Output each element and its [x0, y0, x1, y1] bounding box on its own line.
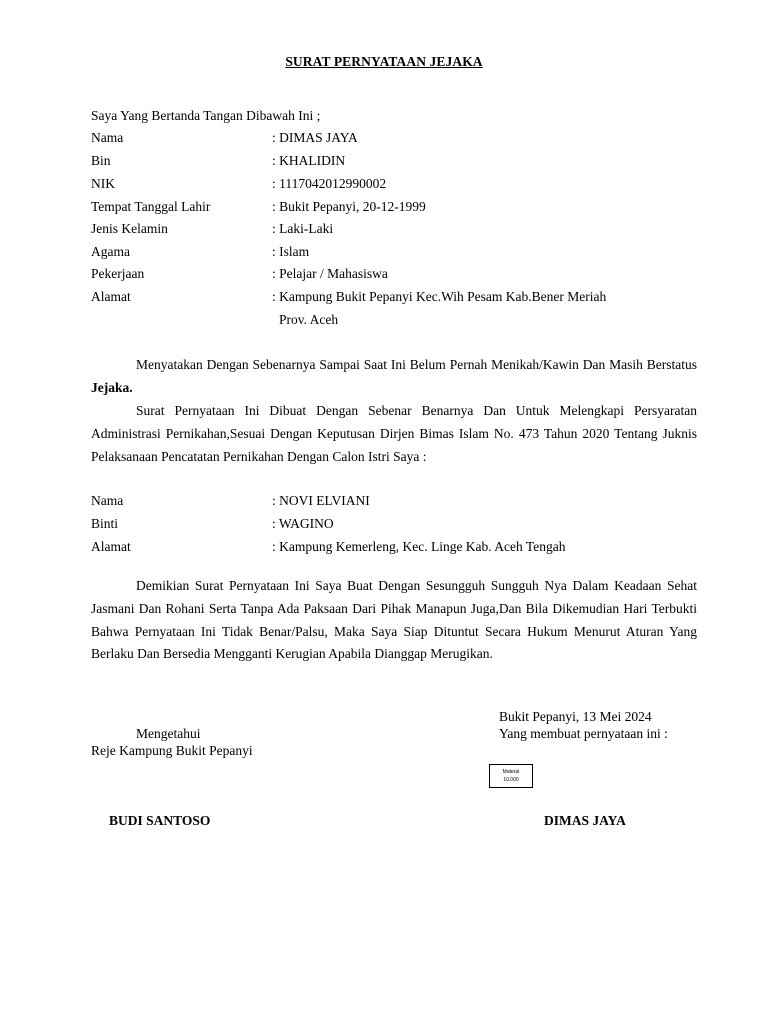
field-value: : KHALIDIN	[272, 153, 346, 168]
field-value: : DIMAS JAYA	[272, 130, 358, 145]
field-label: Tempat Tanggal Lahir	[91, 199, 211, 214]
duty-stamp	[489, 764, 533, 788]
address-continuation: Prov. Aceh	[279, 312, 339, 327]
field-label: Jenis Kelamin	[91, 221, 168, 236]
purpose-paragraph	[91, 400, 697, 468]
field-value: : Bukit Pepanyi, 20-12-1999	[272, 199, 426, 214]
acknowledged-by-title: Reje Kampung Bukit Pepanyi	[91, 743, 253, 758]
field-value: : Islam	[272, 244, 310, 259]
signer-right-name: DIMAS JAYA	[544, 813, 626, 828]
signer-left-name: BUDI SANTOSO	[109, 813, 211, 828]
field-label: Bin	[91, 153, 111, 168]
closing-paragraph	[91, 575, 697, 666]
field-value: : Laki-Laki	[272, 221, 334, 236]
field-value: : NOVI ELVIANI	[272, 493, 370, 508]
field-value: : WAGINO	[272, 516, 334, 531]
field-label: Alamat	[91, 289, 131, 304]
stamp-line-1: Materai	[502, 769, 520, 775]
acknowledged-label: Mengetahui	[136, 726, 201, 741]
field-value: : Pelajar / Mahasiswa	[272, 266, 388, 281]
field-label: Nama	[91, 493, 124, 508]
maker-label: Yang membuat pernyataan ini :	[499, 726, 668, 741]
intro-line: Saya Yang Bertanda Tangan Dibawah Ini ;	[91, 108, 321, 123]
statement-text: Menyatakan Dengan Sebenarnya Sampai Saat Ini Belum Pernah Menikah/Kawin Dan Masih Berstatus	[136, 357, 697, 372]
field-label: Alamat	[91, 539, 131, 554]
field-label: NIK	[91, 176, 115, 191]
field-label: Agama	[91, 244, 130, 259]
field-label: Pekerjaan	[91, 266, 145, 281]
field-label: Nama	[91, 130, 124, 145]
purpose-text: Surat Pernyataan Ini Dibuat Dengan Sebenar Benarnya Dan Untuk Melengkapi Persyaratan Administrasi Pernikahan,Sesuai Dengan Keputusan Dirjen Bimas Islam No. 473 Tahun 2020 Tentang Juknis Pelaksanaan Pencatatan Pernikahan Dengan Calon Istri Saya :	[91, 403, 697, 464]
field-value: : Kampung Bukit Pepanyi Kec.Wih Pesam Kab.Bener Meriah	[272, 289, 607, 304]
closing-text: Demikian Surat Pernyataan Ini Saya Buat Dengan Sesungguh Sungguh Nya Dalam Keadaan Sehat Jasmani Dan Rohani Serta Tanpa Ada Paksaan Dari Pihak Manapun Juga,Dan Bila Dikemudian Hari Terbukti Bahwa Pernyataan Ini Tidak Benar/Palsu, Maka Saya Siap Dituntut Secara Hukum Menurut Aturan Yang Berlaku Dan Bersedia Mengganti Kerugian Apabila Dianggap Merugikan.	[91, 578, 697, 662]
document-title: SURAT PERNYATAAN JEJAKA	[285, 54, 483, 69]
field-label: Binti	[91, 516, 119, 531]
field-value: : 1117042012990002	[272, 176, 387, 191]
statement-paragraph	[91, 354, 697, 400]
status-bold: Jejaka.	[91, 379, 133, 395]
place-date: Bukit Pepanyi, 13 Mei 2024	[499, 709, 652, 724]
field-value: : Kampung Kemerleng, Kec. Linge Kab. Aceh Tengah	[272, 539, 566, 554]
stamp-line-2: 10.000	[503, 777, 519, 783]
